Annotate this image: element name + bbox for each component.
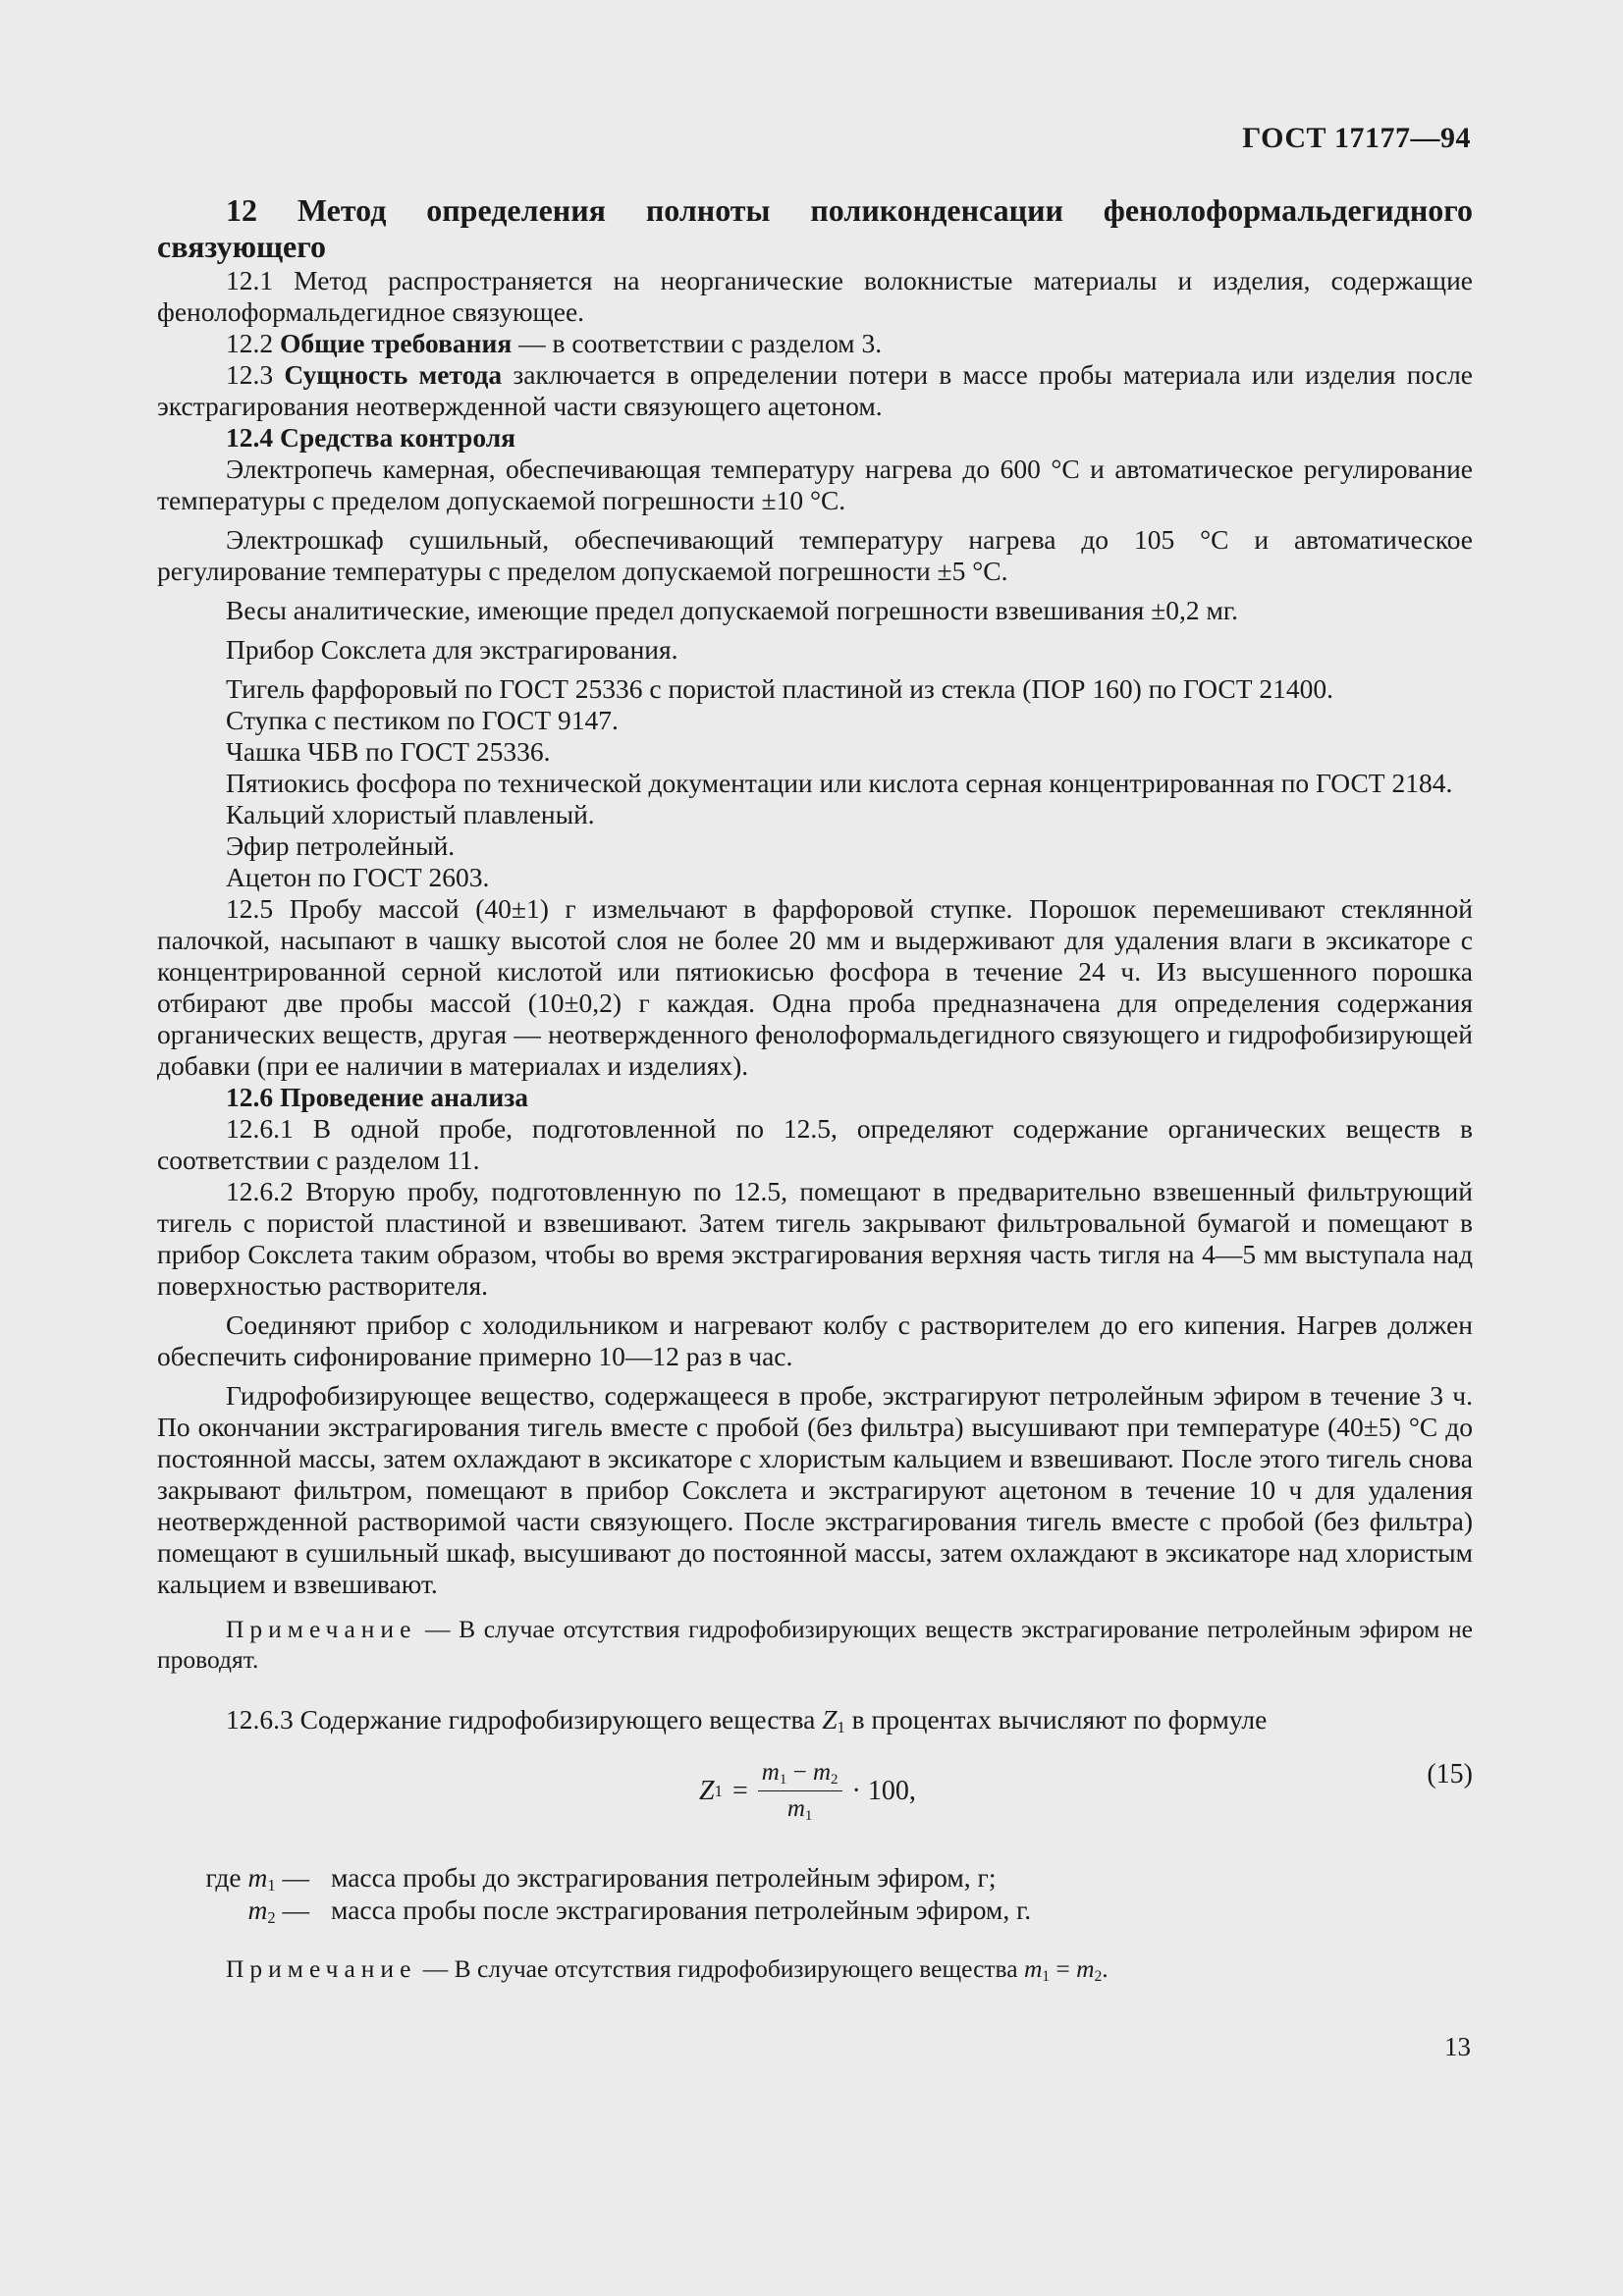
page-number: 13 xyxy=(1444,2032,1471,2061)
note-label: Примечание xyxy=(226,1954,417,1983)
paragraph-12-5: 12.5 Пробу массой (40±1) г измельчают в фарфоровой ступке. Порошок перемешивают стеклянной палочкой, насыпают в чашку высотой слоя не более 20 мм и выдерживают для удаления влаги в эксикаторе с концентрированной серной кислотой или пятиокисью фосфора в течение 24 ч. Из высушенного порошка отбирают две пробы массой (10±0,2) г каждая. Одна проба предназначена для определения содержания органических веществ, другая — неотвержденного фенолоформальдегидного связующего и гидрофобизирующей добавки (при ее наличии в материалах и изделиях). xyxy=(157,893,1473,1081)
clause-text-rest: в процентах вычисляют по формуле xyxy=(844,1704,1268,1735)
definitions-list xyxy=(157,1861,1473,1926)
note-sub-b: 2 xyxy=(1094,1968,1103,1985)
numerator-sub-b: 2 xyxy=(831,1772,839,1788)
equipment-item: Кальций хлористый плавленый. xyxy=(226,799,595,829)
definition-term xyxy=(133,1894,331,1926)
clause-text: 12.6.3 Содержание гидрофобизирующего вещества xyxy=(226,1704,816,1735)
page-content xyxy=(157,192,1473,1984)
formula-equals: = xyxy=(731,1775,748,1806)
standard-header: ГОСТ 17177—94 xyxy=(1242,122,1471,154)
numerator-sub-a: 1 xyxy=(779,1772,787,1788)
equipment-item: Ступка с пестиком по ГОСТ 9147. xyxy=(226,705,619,735)
equipment-item: Прибор Сокслета для экстрагирования. xyxy=(226,634,678,665)
numerator-var-b: m xyxy=(812,1759,831,1786)
equipment-item: Ацетон по ГОСТ 2603. xyxy=(226,862,490,892)
equipment-item: Электропечь камерная, обеспечивающая температуру нагрева до 600 °С и автоматическое регулирование температуры с пределом допускаемой погрешности ±10 °С. xyxy=(157,454,1473,515)
denominator-sub: 1 xyxy=(804,1808,813,1824)
definition-item xyxy=(157,1861,1473,1894)
heading-12-6: 12.6 Проведение анализа xyxy=(226,1082,528,1112)
paragraph-connect: Соединяют прибор с холодильником и нагревают колбу с растворителем до его кипения. Нагрев должен обеспечить сифонирование примерно 10—12 раз в час. xyxy=(157,1309,1473,1371)
clause-bold-title: Общие требования xyxy=(280,328,513,358)
note-label: Примечание xyxy=(226,1615,417,1643)
definition-sub: 1 xyxy=(267,1876,276,1895)
variable-subscript: 1 xyxy=(837,1718,845,1736)
paragraph-12-6-2: 12.6.2 Вторую пробу, подготовленную по 12.5, помещают в предварительно взвешенный фильтрующий тигель с пористой пластиной и взвешивают. Затем тигель закрывают фильтровальной бумагой и помещают в прибор Сокслета таким образом, чтобы во время экстрагирования верхняя часть тигля на 4—5 мм выступала над поверхностью растворителя. xyxy=(157,1176,1473,1301)
equipment-item: Чашка ЧБВ по ГОСТ 25336. xyxy=(226,736,551,767)
definition-dash: — xyxy=(275,1895,309,1925)
formula-tail: · 100, xyxy=(851,1775,916,1806)
numerator-minus: − xyxy=(786,1759,813,1786)
paragraph-12-6-1: 12.6.1 В одной пробе, подготовленной по 12.5, определяют содержание органических веществ в соответствии с разделом 11. xyxy=(157,1113,1473,1175)
paragraph-12-2 xyxy=(157,328,1473,359)
definition-text: масса пробы до экстрагирования петролейным эфиром, г; xyxy=(331,1862,997,1893)
numerator-var-a: m xyxy=(761,1759,780,1786)
equipment-item: Пятиокись фосфора по технической документации или кислота серная концентрированная по ГОСТ 2184. xyxy=(226,768,1453,798)
note-var-b: m xyxy=(1076,1954,1095,1983)
definition-term xyxy=(133,1861,331,1894)
definition-dash: — xyxy=(275,1862,309,1893)
equipment-item: Эфир петролейный. xyxy=(226,830,456,861)
clause-text: заключается в определении потери в массе пробы материала или изделия после экстрагирования неотвержденной части связующего ацетоном. xyxy=(157,359,1473,421)
equipment-item: Тигель фарфоровый по ГОСТ 25336 с пористой пластиной из стекла (ПОР 160) по ГОСТ 21400. xyxy=(226,673,1334,704)
note-end: . xyxy=(1102,1954,1109,1983)
note-2 xyxy=(157,1953,1473,1984)
heading-12-4: 12.4 Средства контроля xyxy=(226,422,516,453)
clause-number: 12.3 xyxy=(226,359,274,390)
denominator-var: m xyxy=(786,1795,805,1822)
equipment-item: Электрошкаф сушильный, обеспечивающий температуру нагрева до 105 °С и автоматическое регулирование температуры с пределом допускаемой погрешности ±5 °С. xyxy=(157,524,1473,586)
formula-15 xyxy=(157,1757,1473,1836)
fraction-denominator xyxy=(787,1791,813,1825)
paragraph-hydrophobic: Гидрофобизирующее вещество, содержащееся в пробе, экстрагируют петролейным эфиром в течение 3 ч. По окончании экстрагирования тигель вместе с пробой (без фильтра) высушивают при температуре (40±5) °С до постоянной массы, затем охлаждают в эксикаторе с хлористым кальцием и взвешивают. После этого тигель снова закрывают фильтром, помещают в прибор Сокслета и экстрагируют ацетоном в течение 10 ч для удаления неотвержденной растворимой части связующего. После экстрагирования тигель вместе с пробой (без фильтра) помещают в сушильный шкаф, высушивают до постоянной массы, затем охлаждают в эксикаторе над хлористым кальцием и взвешивают. xyxy=(157,1380,1473,1599)
section-title: 12 Метод определения полноты поликонденсации фенолоформальдегидного связующего xyxy=(157,192,1473,264)
paragraph-12-3 xyxy=(157,359,1473,422)
formula-fraction xyxy=(758,1757,842,1825)
definition-prefix: где xyxy=(205,1862,248,1893)
note-equals: = xyxy=(1050,1954,1077,1983)
formula-body: Z 1 = $\frac{m_1 - m_2}{m_1}$ · 100, xyxy=(699,1759,916,1824)
clause-text: — в соответствии с разделом 3. xyxy=(512,328,883,358)
fraction-numerator xyxy=(758,1757,842,1791)
formula-lhs: Z xyxy=(699,1775,715,1806)
note-text: — В случае отсутствия гидрофобизирующих веществ экстрагирование петролейным эфиром не проводят. xyxy=(157,1615,1473,1674)
equation-number: (15) xyxy=(1427,1759,1473,1789)
definition-text: масса пробы после экстрагирования петролейным эфиром, г. xyxy=(331,1895,1032,1925)
definition-var: m xyxy=(247,1862,268,1893)
note-1 xyxy=(157,1614,1473,1675)
clause-number: 12.2 xyxy=(226,328,274,358)
note-sub-a: 1 xyxy=(1042,1968,1051,1985)
paragraph-12-1: 12.1 Метод распространяется на неорганические волокнистые материалы и изделия, содержащие фенолоформальдегидное связующее. xyxy=(157,265,1473,327)
note-var-a: m xyxy=(1023,1954,1043,1983)
equipment-item: Весы аналитические, имеющие предел допускаемой погрешности взвешивания ±0,2 мг. xyxy=(226,595,1238,625)
variable: Z xyxy=(822,1704,838,1735)
definition-var: m xyxy=(247,1895,268,1925)
clause-bold-title: Сущность метода xyxy=(284,359,503,390)
paragraph-12-6-3 xyxy=(157,1704,1473,1735)
definition-sub: 2 xyxy=(267,1908,276,1927)
note-text: — В случае отсутствия гидрофобизирующего вещества xyxy=(416,1954,1024,1983)
definition-item xyxy=(157,1894,1473,1926)
